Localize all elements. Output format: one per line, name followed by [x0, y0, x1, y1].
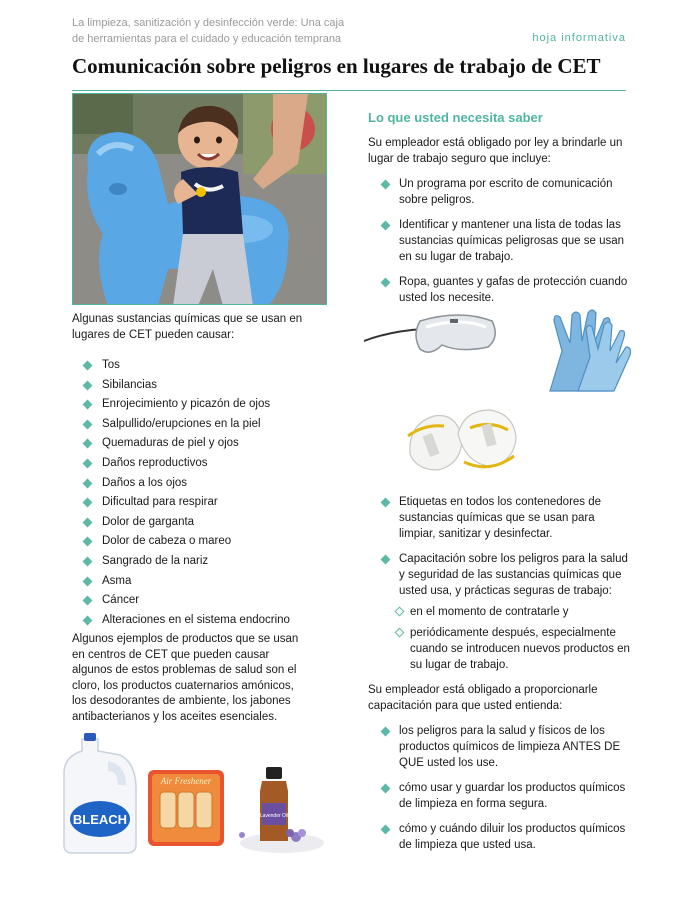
protective-gloves-image	[542, 307, 634, 395]
bullet-diamond-icon	[83, 556, 93, 566]
respirator-masks-image	[404, 404, 520, 474]
header-subtitle-line1: La limpieza, sanitización y desinfección verde: Una caja	[72, 17, 345, 29]
employer-duties-section	[368, 110, 630, 306]
list-item: cómo usar y guardar los productos químicos de limpieza en forma segura.	[368, 780, 630, 812]
training-timing-sublist	[368, 604, 630, 673]
bullet-diamond-icon	[381, 221, 391, 231]
bullet-diamond-icon	[83, 537, 93, 547]
employer-duties-list	[368, 176, 630, 306]
list-item: Dolor de garganta	[72, 515, 304, 535]
bullet-diamond-icon	[381, 784, 391, 794]
lavender-oil-label: Lavender Oil	[259, 813, 289, 819]
bullet-diamond-icon	[381, 825, 391, 835]
list-item: los peligros para la salud y físicos de los productos químicos de limpieza ANTES DE QUE usted los use.	[368, 723, 630, 771]
list-item: Quemaduras de piel y ojos	[72, 436, 304, 456]
list-item: Capacitación sobre los peligros para la salud y seguridad de las sustancias químicas que usted usa, y prácticas seguras de trabajo:	[368, 551, 630, 599]
air-freshener-package-image	[146, 768, 226, 848]
header-subtitle	[72, 15, 402, 47]
hollow-diamond-bullet-icon	[395, 628, 405, 638]
list-item: Daños reproductivos	[72, 456, 304, 476]
page-title: Comunicación sobre peligros en lugares de trabajo de CET	[72, 54, 601, 78]
list-item: Dificultad para respirar	[72, 495, 304, 515]
document-type-tag: hoja informativa	[532, 32, 626, 44]
list-item: Un programa por escrito de comunicación sobre peligros.	[368, 176, 630, 208]
bullet-diamond-icon	[83, 478, 93, 488]
list-item: Cáncer	[72, 593, 304, 613]
bullet-diamond-icon	[83, 361, 93, 371]
list-item: Alteraciones en el sistema endocrino	[72, 613, 304, 633]
list-item: Etiquetas en todos los contenedores de sustancias químicas que se usan para limpiar, sanitizar y desinfectar.	[368, 494, 630, 542]
training-topics-list	[368, 723, 630, 853]
labels-and-training-section	[368, 485, 630, 853]
title-divider	[72, 90, 626, 91]
bullet-diamond-icon	[83, 596, 93, 606]
header-subtitle-line2: de herramientas para el cuidado y educación temprana	[72, 33, 342, 45]
list-item: cómo y cuándo diluir los productos químicos de limpieza que usted usa.	[368, 821, 630, 853]
safety-goggles-image	[360, 307, 500, 367]
bleach-jug-image	[60, 733, 140, 855]
bleach-label: BLEACH	[72, 812, 128, 827]
bullet-diamond-icon	[83, 459, 93, 469]
bullet-diamond-icon	[83, 380, 93, 390]
bullet-diamond-icon	[83, 576, 93, 586]
list-item: Ropa, guantes y gafas de protección cuando usted los necesite.	[368, 274, 630, 306]
list-item: Salpullido/erupciones en la piel	[72, 417, 304, 437]
bullet-diamond-icon	[381, 555, 391, 565]
bullet-diamond-icon	[83, 615, 93, 625]
lavender-oil-bottle-image	[232, 763, 324, 855]
health-effects-column	[72, 312, 304, 725]
child-photo-illustration	[73, 94, 327, 305]
list-item: Tos	[72, 358, 304, 378]
list-item: Daños a los ojos	[72, 476, 304, 496]
list-item: Enrojecimiento y picazón de ojos	[72, 397, 304, 417]
list-item: en el momento de contratarle y	[368, 604, 630, 620]
effects-intro: Algunas sustancias químicas que se usan en lugares de CET pueden causar:	[72, 313, 303, 341]
bullet-diamond-icon	[83, 400, 93, 410]
list-item: Sangrado de la nariz	[72, 554, 304, 574]
hollow-diamond-bullet-icon	[395, 607, 405, 617]
bullet-diamond-icon	[381, 278, 391, 288]
bullet-diamond-icon	[83, 419, 93, 429]
health-effects-list	[72, 358, 304, 632]
list-item: Identificar y mantener una lista de todas las sustancias químicas peligrosas que se usan en su lugar de trabajo.	[368, 217, 630, 265]
product-examples-paragraph: Algunos ejemplos de productos que se usan en centros de CET que pueden causar algunos de estos problemas de salud son el cloro, los productos cuaternarios amónicos, los desodorantes de ambiente, los jabones antibacterianos y los aceites esenciales.	[72, 633, 299, 723]
bullet-diamond-icon	[381, 180, 391, 190]
child-on-rocking-horse-photo	[72, 93, 327, 305]
labels-training-list	[368, 494, 630, 599]
section-heading: Lo que usted necesita saber	[368, 110, 543, 125]
bullet-diamond-icon	[83, 498, 93, 508]
list-item: Asma	[72, 574, 304, 594]
bullet-diamond-icon	[381, 498, 391, 508]
list-item: Dolor de cabeza o mareo	[72, 534, 304, 554]
list-item: periódicamente después, especialmente cuando se introducen nuevos productos en su lugar de trabajo.	[368, 625, 630, 673]
freshener-label: Air Freshener	[160, 776, 212, 786]
bullet-diamond-icon	[83, 517, 93, 527]
bullet-diamond-icon	[83, 439, 93, 449]
bullet-diamond-icon	[381, 727, 391, 737]
list-item: Sibilancias	[72, 378, 304, 398]
training-intro: Su empleador está obligado a proporcionarle capacitación para que usted entienda:	[368, 684, 598, 712]
employer-duties-intro: Su empleador está obligado por ley a brindarle un lugar de trabajo seguro que incluye:	[368, 137, 623, 165]
